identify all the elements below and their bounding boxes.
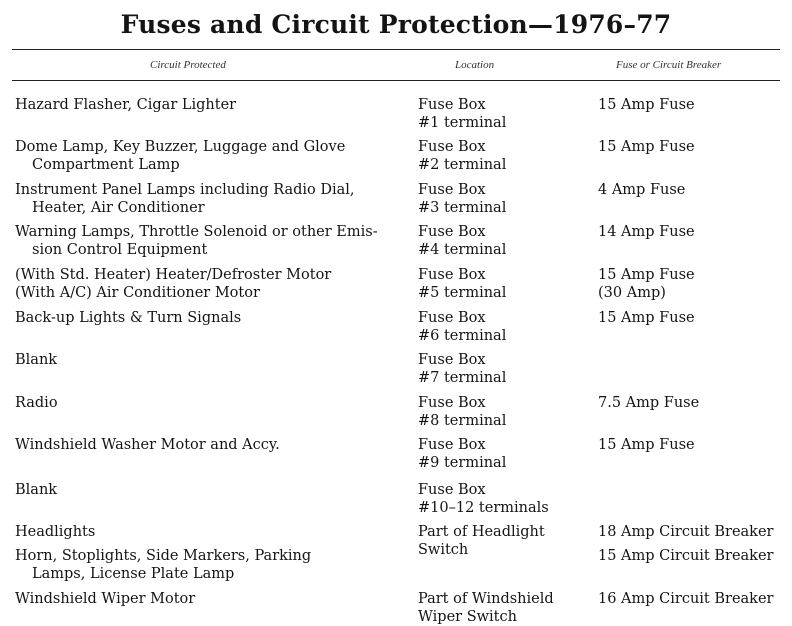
location-line: #3 terminal xyxy=(418,200,507,216)
rating-line: 16 Amp Circuit Breaker xyxy=(598,591,774,607)
location-line: #4 terminal xyxy=(418,242,507,258)
location-line: Switch xyxy=(418,542,469,558)
location-line: Wiper Switch xyxy=(418,609,517,625)
location-line: #8 terminal xyxy=(418,413,507,429)
location-cell xyxy=(418,590,583,626)
location-line: Fuse Box xyxy=(418,395,486,411)
circuit-cell xyxy=(15,481,400,499)
location-line: Part of Windshield xyxy=(418,591,554,607)
circuit-line: Back-up Lights & Turn Signals xyxy=(15,310,242,326)
circuit-line: (With A/C) Air Conditioner Motor xyxy=(15,285,260,301)
circuit-line: Warning Lamps, Throttle Solenoid or other Emis- xyxy=(15,224,378,240)
location-cell xyxy=(418,523,583,559)
circuit-line: (With Std. Heater) Heater/Defroster Motor xyxy=(15,267,332,283)
circuit-line: Dome Lamp, Key Buzzer, Luggage and Glove xyxy=(15,139,346,155)
location-cell xyxy=(418,96,583,132)
circuit-cell xyxy=(15,394,400,412)
circuit-cell xyxy=(15,351,400,369)
location-line: Fuse Box xyxy=(418,482,486,498)
circuit-line: Windshield Washer Motor and Accy. xyxy=(15,437,280,453)
circuit-line: Hazard Flasher, Cigar Lighter xyxy=(15,97,237,113)
circuit-line: Instrument Panel Lamps including Radio Dial, xyxy=(15,182,355,198)
location-cell xyxy=(418,266,583,302)
rating-cell xyxy=(598,181,788,199)
page-title: Fuses and Circuit Protection—1976–77 xyxy=(120,10,672,39)
location-line: Fuse Box xyxy=(418,437,486,453)
rating-cell xyxy=(598,590,788,608)
location-line: Part of Headlight xyxy=(418,524,545,540)
rating-cell xyxy=(598,394,788,412)
location-line: Fuse Box xyxy=(418,310,486,326)
rating-line: (30 Amp) xyxy=(598,285,666,301)
location-cell xyxy=(418,138,583,174)
column-header-rating: Fuse or Circuit Breaker xyxy=(616,59,722,71)
column-header-location: Location xyxy=(455,59,495,71)
circuit-line: Lamps, License Plate Lamp xyxy=(32,566,235,582)
location-line: #6 terminal xyxy=(418,328,507,344)
circuit-line: Radio xyxy=(15,395,58,411)
circuit-line: Horn, Stoplights, Side Markers, Parking xyxy=(15,548,312,564)
circuit-line: Blank xyxy=(15,482,58,498)
circuit-cell xyxy=(15,96,400,114)
location-cell xyxy=(418,181,583,217)
rating-line: 15 Amp Fuse xyxy=(598,139,695,155)
rating-line: 14 Amp Fuse xyxy=(598,224,695,240)
rating-cell xyxy=(598,266,788,302)
circuit-cell xyxy=(15,523,400,541)
rating-cell xyxy=(598,223,788,241)
location-line: Fuse Box xyxy=(418,182,486,198)
circuit-cell xyxy=(15,138,400,174)
rating-line: 15 Amp Circuit Breaker xyxy=(598,548,774,564)
location-cell xyxy=(418,394,583,430)
header-bottom-rule xyxy=(12,80,780,81)
circuit-line: sion Control Equipment xyxy=(32,242,208,258)
circuit-line: Heater, Air Conditioner xyxy=(32,200,205,216)
location-line: #9 terminal xyxy=(418,455,507,471)
circuit-cell xyxy=(15,266,400,302)
location-cell xyxy=(418,309,583,345)
circuit-cell xyxy=(15,181,400,217)
rating-line: 18 Amp Circuit Breaker xyxy=(598,524,774,540)
location-line: #10–12 terminals xyxy=(418,500,549,516)
header-top-rule xyxy=(12,49,780,50)
rating-cell xyxy=(598,138,788,156)
rating-line: 15 Amp Fuse xyxy=(598,437,695,453)
location-cell xyxy=(418,351,583,387)
circuit-cell xyxy=(15,547,400,583)
circuit-cell xyxy=(15,309,400,327)
location-line: #7 terminal xyxy=(418,370,507,386)
location-line: Fuse Box xyxy=(418,139,486,155)
circuit-line: Compartment Lamp xyxy=(32,157,180,173)
rating-cell xyxy=(598,436,788,454)
rating-cell xyxy=(598,96,788,114)
location-line: #5 terminal xyxy=(418,285,507,301)
rating-line: 15 Amp Fuse xyxy=(598,267,695,283)
location-line: Fuse Box xyxy=(418,224,486,240)
location-cell xyxy=(418,481,583,517)
circuit-line: Headlights xyxy=(15,524,96,540)
circuit-cell xyxy=(15,590,400,608)
location-line: #2 terminal xyxy=(418,157,507,173)
location-line: Fuse Box xyxy=(418,352,486,368)
column-header-circuit: Circuit Protected xyxy=(150,59,226,71)
circuit-cell xyxy=(15,223,400,259)
location-cell xyxy=(418,223,583,259)
circuit-cell xyxy=(15,436,400,454)
circuit-line: Windshield Wiper Motor xyxy=(15,591,196,607)
rating-cell xyxy=(598,309,788,327)
rating-cell xyxy=(598,547,788,565)
location-line: #1 terminal xyxy=(418,115,507,131)
location-line: Fuse Box xyxy=(418,267,486,283)
location-line: Fuse Box xyxy=(418,97,486,113)
rating-line: 15 Amp Fuse xyxy=(598,97,695,113)
rating-cell xyxy=(598,523,788,541)
rating-line: 15 Amp Fuse xyxy=(598,310,695,326)
location-cell xyxy=(418,436,583,472)
circuit-line: Blank xyxy=(15,352,58,368)
rating-line: 4 Amp Fuse xyxy=(598,182,686,198)
rating-line: 7.5 Amp Fuse xyxy=(598,395,700,411)
